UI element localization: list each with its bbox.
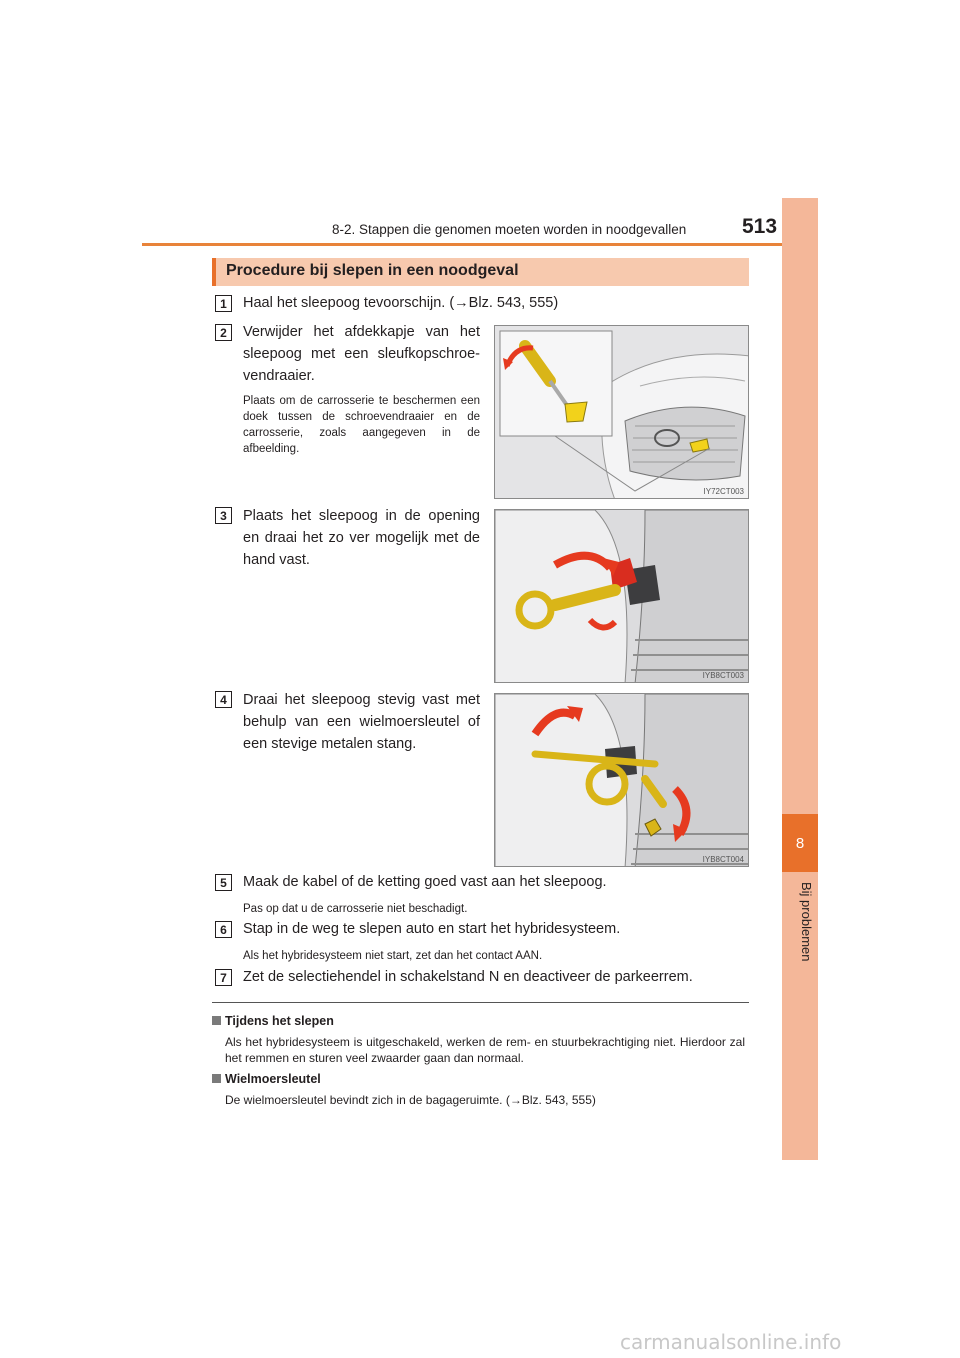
step-number-2: 2: [215, 324, 232, 341]
step-1-text: Haal het sleepoog tevoorschijn. (→Blz. 543, 555): [243, 295, 559, 311]
step-6-note: Als het hybridesysteem niet start, zet dan het contact AAN.: [243, 950, 543, 962]
step-5-text: Maak de kabel of de ketting goed vast aan het sleepoog.: [243, 874, 607, 890]
chapter-label: Bij problemen: [799, 882, 814, 962]
chapter-side-tab: [782, 198, 818, 1160]
step-number-7: 7: [215, 969, 232, 986]
chapter-number-box: [782, 814, 818, 872]
notes-divider: [212, 1002, 749, 1003]
step-number-5: 5: [215, 874, 232, 891]
step-3-text: Plaats het sleepoog in de opening en draai het zo ver mogelijk met de hand vast.: [243, 508, 480, 568]
step-4-text: Draai het sleepoog stevig vast met behulp van een wielmoersleutel of een stevige metalen stang.: [243, 692, 480, 752]
step-7-text: Zet de selectiehendel in schakelstand N en deactiveer de parkeerrem.: [243, 969, 693, 985]
note-body-wrench: De wielmoersleutel bevindt zich in de bagageruimte. (→Blz. 543, 555): [225, 1093, 596, 1107]
note-body-towing: Als het hybridesysteem is uitgeschakeld, werken de rem- en stuurbekrachtiging niet. Hierdoor zal het remmen en sturen veel zwaarder gaan dan normaal.: [225, 1035, 745, 1065]
section-title: Procedure bij slepen in een noodgeval: [226, 262, 519, 279]
header-rule: [142, 243, 818, 246]
wrench-illustration: [495, 694, 749, 867]
step-number-1: 1: [215, 295, 232, 312]
figure-remove-cover: [494, 325, 749, 499]
figure-code-label: IY72CT003: [703, 487, 744, 496]
step-6-text: Stap in de weg te slepen auto en start het hybridesysteem.: [243, 921, 621, 937]
towing-eye-illustration: [495, 510, 749, 683]
watermark: carmanualsonline.info: [620, 1330, 842, 1354]
bullet-square-icon: [212, 1074, 221, 1083]
step-number-4: 4: [215, 691, 232, 708]
figure-insert-towing-eye: [494, 509, 749, 683]
running-header-title: 8-2. Stappen die genomen moeten worden in noodgevallen: [332, 222, 687, 237]
figure-code-label: IYB8CT004: [702, 855, 744, 864]
note-heading-towing: [212, 1014, 334, 1028]
chapter-number: 8: [795, 834, 805, 852]
bullet-square-icon: [212, 1016, 221, 1025]
note-heading-text: Tijdens het slepen: [225, 1014, 334, 1028]
note-heading-text: Wielmoersleutel: [225, 1072, 321, 1086]
figure-code-label: IYB8CT003: [702, 671, 744, 680]
section-header-bar: [212, 258, 749, 286]
page-number: 513: [742, 215, 778, 238]
note-heading-wrench: [212, 1072, 321, 1086]
step-5-note: Pas op dat u de carrosserie niet beschadigt.: [243, 903, 468, 915]
step-2-note: Plaats om de carrosserie te beschermen een doek tussen de schroevendraaier en de carrosserie, zoals aangegeven in de afbeelding.: [243, 395, 480, 455]
step-number-3: 3: [215, 507, 232, 524]
step-number-6: 6: [215, 921, 232, 938]
figure-tighten-towing-eye: [494, 693, 749, 867]
step-2-text: Verwijder het afdekkapje van het sleepoog met een sleufkopschroe-vendraaier.: [243, 324, 480, 384]
car-front-illustration: [495, 326, 749, 499]
